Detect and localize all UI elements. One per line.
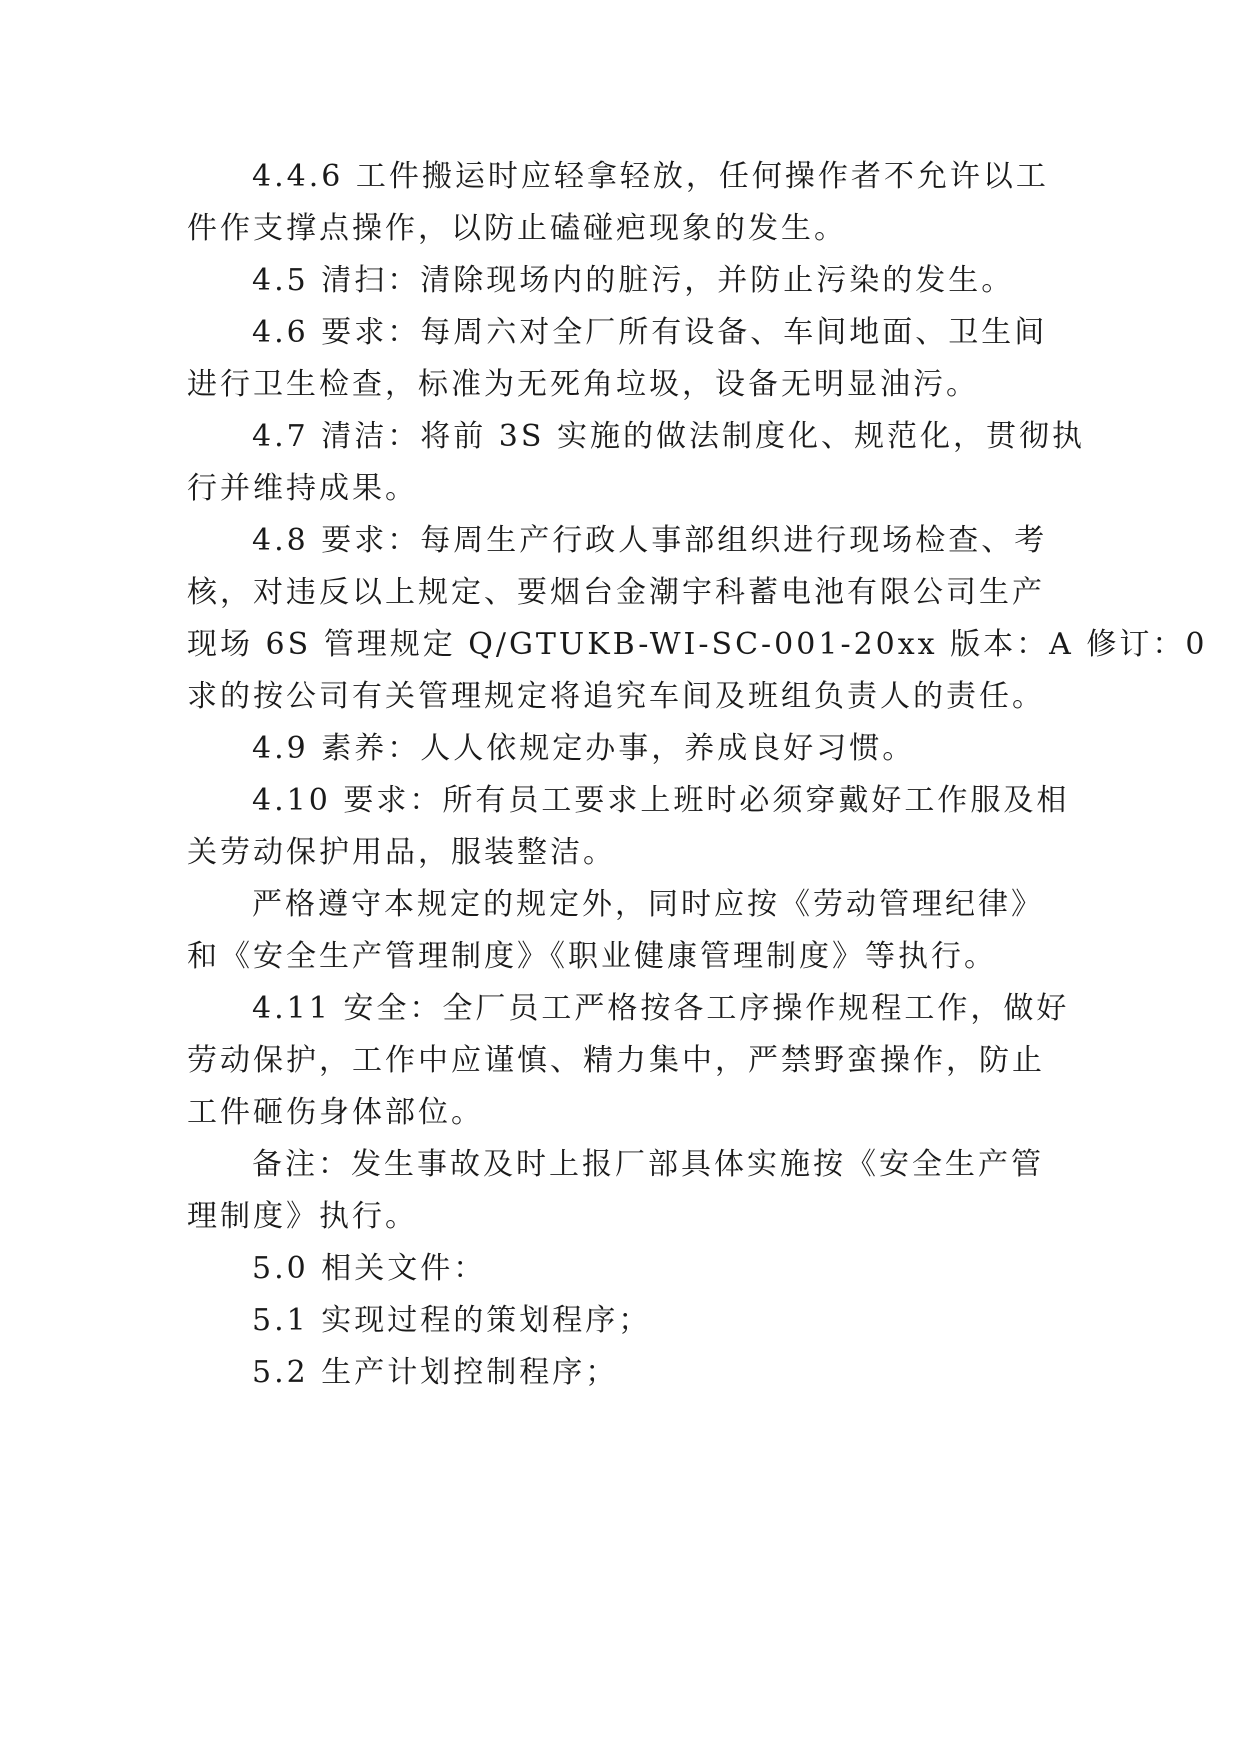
text-line: 备注：发生事故及时上报厂部具体实施按《安全生产管 [252, 1147, 1044, 1182]
text-line: 5.1 实现过程的策划程序； [252, 1303, 652, 1338]
text-line: 4.10 要求：所有员工要求上班时必须穿戴好工作服及相 [252, 783, 1070, 818]
text-line: 4.9 素养：人人依规定办事，养成良好习惯。 [252, 731, 916, 766]
text-line: 严格遵守本规定的规定外，同时应按《劳动管理纪律》 [252, 887, 1044, 922]
text-line: 4.8 要求：每周生产行政人事部组织进行现场检查、考 [252, 523, 1048, 558]
text-line: 4.6 要求：每周六对全厂所有设备、车间地面、卫生间 [252, 315, 1048, 350]
text-line: 理制度》执行。 [187, 1199, 418, 1234]
text-line: 件作支撑点操作，以防止磕碰疤现象的发生。 [187, 211, 847, 246]
text-line: 工件砸伤身体部位。 [187, 1095, 484, 1130]
text-line: 4.11 安全：全厂员工严格按各工序操作规程工作，做好 [252, 991, 1070, 1026]
text-line: 核，对违反以上规定、要烟台金潮宇科蓄电池有限公司生产 [187, 575, 1045, 610]
text-line: 4.4.6 工件搬运时应轻拿轻放，任何操作者不允许以工 [252, 159, 1049, 194]
text-line: 关劳动保护用品，服装整洁。 [187, 835, 616, 870]
text-line: 现场 6S 管理规定 Q/GTUKB-WI-SC-001-20xx 版本：A 修订：0 [187, 627, 1208, 662]
text-line: 行并维持成果。 [187, 471, 418, 506]
text-line: 5.2 生产计划控制程序； [252, 1355, 619, 1390]
text-line: 劳动保护，工作中应谨慎、精力集中，严禁野蛮操作，防止 [187, 1043, 1045, 1078]
text-line: 进行卫生检查，标准为无死角垃圾，设备无明显油污。 [187, 367, 979, 402]
text-line: 4.5 清扫：清除现场内的脏污，并防止污染的发生。 [252, 263, 1015, 298]
text-line: 求的按公司有关管理规定将追究车间及班组负责人的责任。 [187, 679, 1045, 714]
text-line: 4.7 清洁：将前 3S 实施的做法制度化、规范化，贯彻执 [252, 419, 1085, 454]
text-line: 5.0 相关文件： [252, 1251, 487, 1286]
text-line: 和《安全生产管理制度》《职业健康管理制度》等执行。 [187, 939, 997, 974]
